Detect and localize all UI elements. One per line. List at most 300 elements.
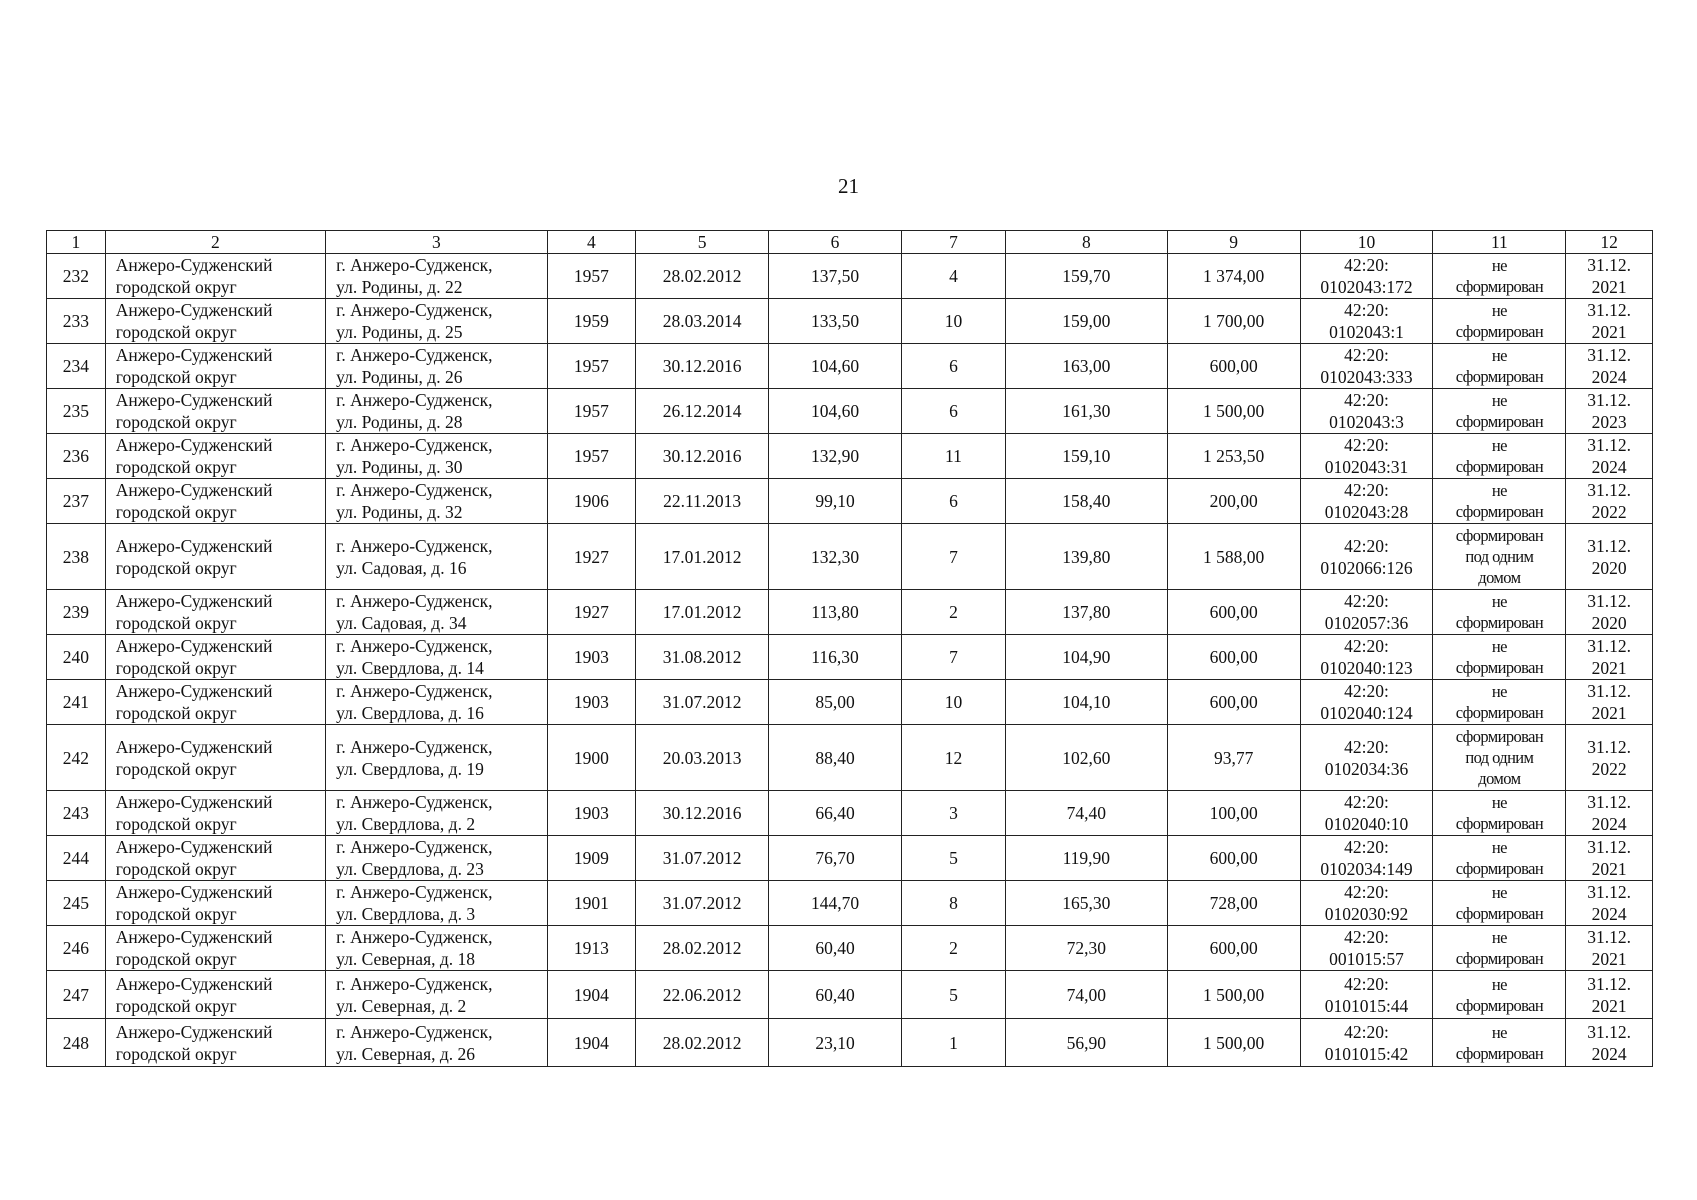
municipality-cell bbox=[105, 971, 325, 1019]
registry-table bbox=[46, 230, 1653, 1067]
deadline-cell-line: 31.12. bbox=[1587, 973, 1632, 994]
municipality-cell bbox=[105, 836, 325, 881]
cadastral-number-cell bbox=[1300, 1019, 1433, 1067]
address-cell-line: ул. Родины, д. 30 bbox=[336, 457, 463, 477]
column-8-cell: 119,90 bbox=[1005, 836, 1167, 881]
count-cell: 5 bbox=[901, 836, 1005, 881]
status-cell-line: не bbox=[1491, 592, 1507, 611]
status-cell-line: сформирован bbox=[1455, 412, 1544, 431]
deadline-cell bbox=[1566, 971, 1653, 1019]
deadline-cell-line: 2021 bbox=[1591, 277, 1627, 297]
cadastral-number-cell-line: 42:20: bbox=[1344, 837, 1389, 857]
cadastral-number-cell-line: 0102043:31 bbox=[1324, 457, 1409, 477]
address-cell-line: г. Анжеро-Судженск, bbox=[336, 882, 493, 902]
row-number-cell: 237 bbox=[47, 479, 106, 524]
cadastral-number-cell-line: 0101015:44 bbox=[1324, 995, 1409, 1016]
date-cell: 30.12.2016 bbox=[636, 344, 769, 389]
deadline-cell-line: 2021 bbox=[1591, 995, 1627, 1016]
status-cell bbox=[1433, 635, 1566, 680]
row-number-cell: 245 bbox=[47, 881, 106, 926]
count-cell: 8 bbox=[901, 881, 1005, 926]
address-cell bbox=[326, 971, 547, 1019]
address-cell-line: г. Анжеро-Судженск, bbox=[336, 792, 493, 812]
table-row bbox=[47, 971, 1653, 1019]
deadline-cell-line: 31.12. bbox=[1587, 300, 1632, 320]
municipality-cell-line: Анжеро-Судженский bbox=[115, 480, 273, 500]
date-cell: 26.12.2014 bbox=[636, 389, 769, 434]
table-row bbox=[47, 836, 1653, 881]
address-cell-line: г. Анжеро-Судженск, bbox=[336, 837, 493, 857]
column-number-1: 1 bbox=[47, 231, 106, 254]
count-cell: 7 bbox=[901, 635, 1005, 680]
column-9-cell: 728,00 bbox=[1167, 881, 1300, 926]
address-cell bbox=[326, 725, 547, 791]
address-cell-line: ул. Родины, д. 25 bbox=[336, 322, 463, 342]
deadline-cell-line: 2024 bbox=[1591, 814, 1627, 834]
count-cell: 6 bbox=[901, 479, 1005, 524]
row-number-cell: 241 bbox=[47, 680, 106, 725]
status-cell-line: сформирован bbox=[1455, 1043, 1544, 1063]
municipality-cell-line: городской округ bbox=[115, 703, 237, 723]
count-cell: 7 bbox=[901, 524, 1005, 590]
status-cell-line: домом bbox=[1478, 568, 1521, 587]
deadline-cell bbox=[1566, 836, 1653, 881]
status-cell bbox=[1433, 881, 1566, 926]
cadastral-number-cell-line: 42:20: bbox=[1344, 736, 1389, 757]
deadline-cell-line: 2024 bbox=[1591, 1043, 1627, 1064]
column-number-3: 3 bbox=[326, 231, 547, 254]
cadastral-number-cell-line: 0102040:123 bbox=[1320, 658, 1413, 678]
address-cell-line: г. Анжеро-Судженск, bbox=[336, 390, 493, 410]
address-cell-line: ул. Северная, д. 26 bbox=[336, 1043, 476, 1064]
deadline-cell-line: 2021 bbox=[1591, 859, 1627, 879]
year-cell: 1927 bbox=[547, 590, 636, 635]
cadastral-number-cell bbox=[1300, 590, 1433, 635]
municipality-cell-line: Анжеро-Судженский bbox=[115, 435, 273, 455]
count-cell: 3 bbox=[901, 791, 1005, 836]
count-cell: 6 bbox=[901, 344, 1005, 389]
date-cell: 17.01.2012 bbox=[636, 590, 769, 635]
column-8-cell: 56,90 bbox=[1005, 1019, 1167, 1067]
address-cell bbox=[326, 1019, 547, 1067]
municipality-cell-line: городской округ bbox=[115, 367, 237, 387]
cadastral-number-cell bbox=[1300, 881, 1433, 926]
row-number-cell: 238 bbox=[47, 524, 106, 590]
municipality-cell-line: Анжеро-Судженский bbox=[115, 927, 273, 947]
column-9-cell: 1 500,00 bbox=[1167, 1019, 1300, 1067]
table-row bbox=[47, 635, 1653, 680]
column-number-9: 9 bbox=[1167, 231, 1300, 254]
municipality-cell bbox=[105, 635, 325, 680]
deadline-cell bbox=[1566, 479, 1653, 524]
deadline-cell-line: 2024 bbox=[1591, 367, 1627, 387]
column-number-11: 11 bbox=[1433, 231, 1566, 254]
status-cell-line: не bbox=[1491, 682, 1507, 701]
status-cell bbox=[1433, 680, 1566, 725]
status-cell-line: сформирован bbox=[1455, 995, 1544, 1015]
status-cell-line: сформирован bbox=[1455, 727, 1544, 746]
cadastral-number-cell-line: 42:20: bbox=[1344, 255, 1389, 275]
cadastral-number-cell-line: 0102034:36 bbox=[1324, 758, 1409, 779]
address-cell-line: г. Анжеро-Судженск, bbox=[336, 300, 493, 320]
table-row bbox=[47, 254, 1653, 299]
area-cell: 76,70 bbox=[769, 836, 902, 881]
status-cell bbox=[1433, 836, 1566, 881]
address-cell-line: г. Анжеро-Судженск, bbox=[336, 480, 493, 500]
table-row bbox=[47, 680, 1653, 725]
area-cell: 133,50 bbox=[769, 299, 902, 344]
municipality-cell-line: городской округ bbox=[115, 457, 237, 477]
cadastral-number-cell bbox=[1300, 836, 1433, 881]
status-cell-line: сформирован bbox=[1455, 277, 1544, 296]
count-cell: 10 bbox=[901, 299, 1005, 344]
table-row bbox=[47, 344, 1653, 389]
table-header-row bbox=[47, 231, 1653, 254]
address-cell-line: ул. Родины, д. 22 bbox=[336, 277, 463, 297]
year-cell: 1957 bbox=[547, 434, 636, 479]
deadline-cell bbox=[1566, 344, 1653, 389]
municipality-cell-line: Анжеро-Судженский bbox=[115, 591, 273, 611]
column-9-cell: 600,00 bbox=[1167, 590, 1300, 635]
municipality-cell-line: Анжеро-Судженский bbox=[115, 1021, 273, 1042]
cadastral-number-cell bbox=[1300, 524, 1433, 590]
address-cell bbox=[326, 299, 547, 344]
year-cell: 1959 bbox=[547, 299, 636, 344]
year-cell: 1906 bbox=[547, 479, 636, 524]
cadastral-number-cell-line: 42:20: bbox=[1344, 636, 1389, 656]
deadline-cell bbox=[1566, 524, 1653, 590]
municipality-cell-line: Анжеро-Судженский bbox=[115, 792, 273, 812]
deadline-cell bbox=[1566, 725, 1653, 791]
cadastral-number-cell-line: 42:20: bbox=[1344, 390, 1389, 410]
area-cell: 85,00 bbox=[769, 680, 902, 725]
table-row bbox=[47, 479, 1653, 524]
deadline-cell-line: 2021 bbox=[1591, 949, 1627, 969]
cadastral-number-cell bbox=[1300, 299, 1433, 344]
cadastral-number-cell-line: 42:20: bbox=[1344, 480, 1389, 500]
area-cell: 60,40 bbox=[769, 926, 902, 971]
cadastral-number-cell bbox=[1300, 635, 1433, 680]
column-8-cell: 102,60 bbox=[1005, 725, 1167, 791]
table-row bbox=[47, 881, 1653, 926]
year-cell: 1927 bbox=[547, 524, 636, 590]
status-cell-line: под одним bbox=[1465, 547, 1534, 566]
table-row bbox=[47, 299, 1653, 344]
address-cell-line: г. Анжеро-Судженск, bbox=[336, 636, 493, 656]
status-cell-line: не bbox=[1491, 883, 1507, 902]
area-cell: 116,30 bbox=[769, 635, 902, 680]
area-cell: 104,60 bbox=[769, 344, 902, 389]
year-cell: 1957 bbox=[547, 344, 636, 389]
cadastral-number-cell-line: 0102040:10 bbox=[1324, 814, 1409, 834]
column-9-cell: 1 500,00 bbox=[1167, 971, 1300, 1019]
column-9-cell: 93,77 bbox=[1167, 725, 1300, 791]
municipality-cell-line: Анжеро-Судженский bbox=[115, 255, 273, 275]
row-number-cell: 242 bbox=[47, 725, 106, 791]
table-row bbox=[47, 524, 1653, 590]
cadastral-number-cell bbox=[1300, 791, 1433, 836]
count-cell: 10 bbox=[901, 680, 1005, 725]
deadline-cell-line: 2021 bbox=[1591, 322, 1627, 342]
row-number-cell: 243 bbox=[47, 791, 106, 836]
cadastral-number-cell-line: 42:20: bbox=[1344, 435, 1389, 455]
address-cell-line: ул. Свердлова, д. 3 bbox=[336, 904, 476, 924]
cadastral-number-cell-line: 42:20: bbox=[1344, 300, 1389, 320]
municipality-cell bbox=[105, 725, 325, 791]
address-cell-line: ул. Садовая, д. 16 bbox=[336, 557, 467, 578]
status-cell bbox=[1433, 725, 1566, 791]
municipality-cell-line: городской округ bbox=[115, 658, 237, 678]
deadline-cell bbox=[1566, 254, 1653, 299]
deadline-cell-line: 2021 bbox=[1591, 703, 1627, 723]
date-cell: 17.01.2012 bbox=[636, 524, 769, 590]
status-cell-line: сформирован bbox=[1455, 457, 1544, 476]
year-cell: 1904 bbox=[547, 1019, 636, 1067]
date-cell: 31.07.2012 bbox=[636, 836, 769, 881]
area-cell: 137,50 bbox=[769, 254, 902, 299]
row-number-cell: 232 bbox=[47, 254, 106, 299]
address-cell-line: г. Анжеро-Судженск, bbox=[336, 535, 493, 556]
deadline-cell-line: 31.12. bbox=[1587, 480, 1632, 500]
status-cell-line: не bbox=[1491, 436, 1507, 455]
deadline-cell-line: 31.12. bbox=[1587, 255, 1632, 275]
area-cell: 132,30 bbox=[769, 524, 902, 590]
address-cell bbox=[326, 791, 547, 836]
municipality-cell bbox=[105, 389, 325, 434]
column-8-cell: 104,90 bbox=[1005, 635, 1167, 680]
municipality-cell-line: Анжеро-Судженский bbox=[115, 882, 273, 902]
column-9-cell: 100,00 bbox=[1167, 791, 1300, 836]
status-cell-line: не bbox=[1491, 974, 1507, 994]
address-cell bbox=[326, 524, 547, 590]
status-cell bbox=[1433, 389, 1566, 434]
status-cell-line: сформирован bbox=[1455, 859, 1544, 878]
column-number-12: 12 bbox=[1566, 231, 1653, 254]
status-cell bbox=[1433, 971, 1566, 1019]
status-cell bbox=[1433, 524, 1566, 590]
row-number-cell: 248 bbox=[47, 1019, 106, 1067]
row-number-cell: 234 bbox=[47, 344, 106, 389]
deadline-cell-line: 2022 bbox=[1591, 502, 1627, 522]
cadastral-number-cell bbox=[1300, 254, 1433, 299]
municipality-cell bbox=[105, 344, 325, 389]
date-cell: 28.03.2014 bbox=[636, 299, 769, 344]
area-cell: 144,70 bbox=[769, 881, 902, 926]
date-cell: 28.02.2012 bbox=[636, 926, 769, 971]
address-cell-line: г. Анжеро-Судженск, bbox=[336, 681, 493, 701]
column-8-cell: 139,80 bbox=[1005, 524, 1167, 590]
deadline-cell-line: 31.12. bbox=[1587, 390, 1632, 410]
date-cell: 20.03.2013 bbox=[636, 725, 769, 791]
cadastral-number-cell-line: 42:20: bbox=[1344, 345, 1389, 365]
municipality-cell bbox=[105, 881, 325, 926]
address-cell bbox=[326, 254, 547, 299]
count-cell: 6 bbox=[901, 389, 1005, 434]
row-number-cell: 235 bbox=[47, 389, 106, 434]
row-number-cell: 233 bbox=[47, 299, 106, 344]
column-number-7: 7 bbox=[901, 231, 1005, 254]
cadastral-number-cell-line: 001015:57 bbox=[1329, 949, 1404, 969]
cadastral-number-cell bbox=[1300, 344, 1433, 389]
cadastral-number-cell bbox=[1300, 971, 1433, 1019]
date-cell: 31.07.2012 bbox=[636, 881, 769, 926]
municipality-cell bbox=[105, 434, 325, 479]
cadastral-number-cell bbox=[1300, 389, 1433, 434]
status-cell-line: не bbox=[1491, 637, 1507, 656]
column-9-cell: 1 253,50 bbox=[1167, 434, 1300, 479]
date-cell: 31.07.2012 bbox=[636, 680, 769, 725]
date-cell: 28.02.2012 bbox=[636, 1019, 769, 1067]
address-cell-line: г. Анжеро-Судженск, bbox=[336, 435, 493, 455]
deadline-cell-line: 31.12. bbox=[1587, 681, 1632, 701]
address-cell bbox=[326, 434, 547, 479]
address-cell bbox=[326, 680, 547, 725]
status-cell-line: сформирован bbox=[1455, 322, 1544, 341]
cadastral-number-cell-line: 42:20: bbox=[1344, 591, 1389, 611]
deadline-cell-line: 31.12. bbox=[1587, 927, 1632, 947]
cadastral-number-cell-line: 42:20: bbox=[1344, 882, 1389, 902]
cadastral-number-cell bbox=[1300, 479, 1433, 524]
column-9-cell: 600,00 bbox=[1167, 344, 1300, 389]
address-cell-line: г. Анжеро-Судженск, bbox=[336, 591, 493, 611]
column-9-cell: 600,00 bbox=[1167, 635, 1300, 680]
year-cell: 1903 bbox=[547, 791, 636, 836]
status-cell-line: не bbox=[1491, 481, 1507, 500]
area-cell: 60,40 bbox=[769, 971, 902, 1019]
column-8-cell: 74,40 bbox=[1005, 791, 1167, 836]
cadastral-number-cell-line: 0102043:172 bbox=[1320, 277, 1413, 297]
column-8-cell: 74,00 bbox=[1005, 971, 1167, 1019]
status-cell-line: сформирован bbox=[1455, 658, 1544, 677]
cadastral-number-cell-line: 0101015:42 bbox=[1324, 1043, 1409, 1064]
address-cell-line: ул. Северная, д. 2 bbox=[336, 995, 467, 1016]
municipality-cell-line: Анжеро-Судженский bbox=[115, 345, 273, 365]
address-cell bbox=[326, 635, 547, 680]
cadastral-number-cell-line: 42:20: bbox=[1344, 927, 1389, 947]
deadline-cell-line: 31.12. bbox=[1587, 736, 1632, 757]
area-cell: 88,40 bbox=[769, 725, 902, 791]
municipality-cell bbox=[105, 299, 325, 344]
deadline-cell bbox=[1566, 881, 1653, 926]
address-cell-line: ул. Свердлова, д. 16 bbox=[336, 703, 484, 723]
status-cell-line: под одним bbox=[1465, 748, 1534, 767]
status-cell-line: не bbox=[1491, 793, 1507, 812]
deadline-cell bbox=[1566, 299, 1653, 344]
address-cell bbox=[326, 590, 547, 635]
cadastral-number-cell bbox=[1300, 725, 1433, 791]
address-cell-line: г. Анжеро-Судженск, bbox=[336, 973, 493, 994]
deadline-cell-line: 2020 bbox=[1591, 557, 1627, 578]
cadastral-number-cell bbox=[1300, 680, 1433, 725]
municipality-cell bbox=[105, 1019, 325, 1067]
address-cell-line: ул. Северная, д. 18 bbox=[336, 949, 476, 969]
address-cell-line: ул. Свердлова, д. 14 bbox=[336, 658, 484, 678]
cadastral-number-cell-line: 0102057:36 bbox=[1324, 613, 1409, 633]
column-8-cell: 165,30 bbox=[1005, 881, 1167, 926]
cadastral-number-cell-line: 0102043:1 bbox=[1329, 322, 1404, 342]
area-cell: 23,10 bbox=[769, 1019, 902, 1067]
address-cell-line: г. Анжеро-Судженск, bbox=[336, 255, 493, 275]
municipality-cell-line: Анжеро-Судженский bbox=[115, 390, 273, 410]
cadastral-number-cell-line: 0102040:124 bbox=[1320, 703, 1413, 723]
address-cell-line: г. Анжеро-Судженск, bbox=[336, 345, 493, 365]
address-cell bbox=[326, 926, 547, 971]
municipality-cell-line: Анжеро-Судженский bbox=[115, 973, 273, 994]
deadline-cell-line: 31.12. bbox=[1587, 837, 1632, 857]
address-cell bbox=[326, 344, 547, 389]
table-row bbox=[47, 389, 1653, 434]
column-8-cell: 161,30 bbox=[1005, 389, 1167, 434]
column-number-5: 5 bbox=[636, 231, 769, 254]
area-cell: 66,40 bbox=[769, 791, 902, 836]
municipality-cell-line: городской округ bbox=[115, 557, 237, 578]
registry-table-body bbox=[47, 231, 1653, 1067]
cadastral-number-cell-line: 42:20: bbox=[1344, 792, 1389, 812]
year-cell: 1957 bbox=[547, 389, 636, 434]
column-8-cell: 159,70 bbox=[1005, 254, 1167, 299]
column-9-cell: 600,00 bbox=[1167, 680, 1300, 725]
status-cell bbox=[1433, 1019, 1566, 1067]
column-8-cell: 158,40 bbox=[1005, 479, 1167, 524]
municipality-cell-line: городской округ bbox=[115, 814, 237, 834]
address-cell-line: г. Анжеро-Судженск, bbox=[336, 736, 493, 757]
status-cell-line: сформирован bbox=[1455, 904, 1544, 923]
year-cell: 1909 bbox=[547, 836, 636, 881]
municipality-cell-line: городской округ bbox=[115, 904, 237, 924]
status-cell bbox=[1433, 344, 1566, 389]
deadline-cell-line: 2021 bbox=[1591, 658, 1627, 678]
area-cell: 104,60 bbox=[769, 389, 902, 434]
status-cell-line: сформирован bbox=[1455, 814, 1544, 833]
status-cell-line: сформирован bbox=[1455, 703, 1544, 722]
area-cell: 132,90 bbox=[769, 434, 902, 479]
municipality-cell-line: городской округ bbox=[115, 995, 237, 1016]
row-number-cell: 236 bbox=[47, 434, 106, 479]
municipality-cell-line: Анжеро-Судженский bbox=[115, 535, 273, 556]
year-cell: 1901 bbox=[547, 881, 636, 926]
deadline-cell bbox=[1566, 926, 1653, 971]
column-9-cell: 200,00 bbox=[1167, 479, 1300, 524]
column-8-cell: 137,80 bbox=[1005, 590, 1167, 635]
column-9-cell: 600,00 bbox=[1167, 836, 1300, 881]
table-row bbox=[47, 926, 1653, 971]
status-cell-line: не bbox=[1491, 256, 1507, 275]
status-cell bbox=[1433, 791, 1566, 836]
municipality-cell bbox=[105, 479, 325, 524]
deadline-cell-line: 2020 bbox=[1591, 613, 1627, 633]
status-cell-line: не bbox=[1491, 1022, 1507, 1042]
municipality-cell-line: городской округ bbox=[115, 502, 237, 522]
column-8-cell: 163,00 bbox=[1005, 344, 1167, 389]
column-number-6: 6 bbox=[769, 231, 902, 254]
status-cell-line: не bbox=[1491, 346, 1507, 365]
column-9-cell: 600,00 bbox=[1167, 926, 1300, 971]
cadastral-number-cell-line: 42:20: bbox=[1344, 973, 1389, 994]
cadastral-number-cell-line: 42:20: bbox=[1344, 681, 1389, 701]
municipality-cell-line: городской округ bbox=[115, 412, 237, 432]
cadastral-number-cell-line: 0102034:149 bbox=[1320, 859, 1413, 879]
address-cell-line: ул. Свердлова, д. 2 bbox=[336, 814, 476, 834]
column-8-cell: 159,10 bbox=[1005, 434, 1167, 479]
date-cell: 31.08.2012 bbox=[636, 635, 769, 680]
municipality-cell-line: городской округ bbox=[115, 277, 237, 297]
cadastral-number-cell-line: 42:20: bbox=[1344, 535, 1389, 556]
row-number-cell: 244 bbox=[47, 836, 106, 881]
deadline-cell-line: 31.12. bbox=[1587, 345, 1632, 365]
deadline-cell-line: 2022 bbox=[1591, 758, 1627, 779]
municipality-cell bbox=[105, 254, 325, 299]
date-cell: 22.11.2013 bbox=[636, 479, 769, 524]
